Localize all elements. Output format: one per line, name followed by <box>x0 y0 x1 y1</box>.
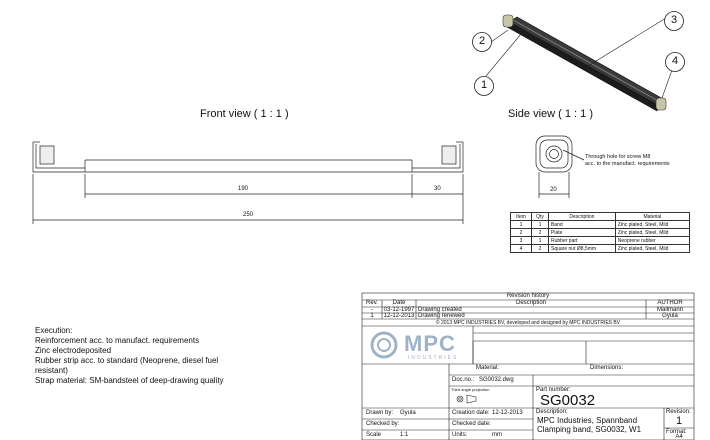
bom-cell: Plate <box>549 229 616 237</box>
dimensions-label: Dimensions: <box>590 365 624 371</box>
bom-row <box>511 237 690 245</box>
bom-header-row <box>511 213 690 221</box>
bom-row <box>511 245 690 253</box>
drawn-by-label: Drawn by: <box>366 410 394 416</box>
bom-header-description: Description <box>549 213 616 221</box>
rev-cell: Drawing renewed <box>418 313 465 319</box>
bom-cell: Zinc plated, Steel, Mild <box>615 245 689 253</box>
bom-cell: 2 <box>532 229 549 237</box>
rev-cell: Drawing created <box>418 307 462 313</box>
bom-header-item: Item <box>511 213 532 221</box>
checked-by-label: Checked by: <box>366 421 400 427</box>
format-label: Format: <box>666 429 687 435</box>
units-value: mm <box>492 432 502 438</box>
projection-label: Third angle projection <box>451 387 490 392</box>
part-number-value: SG0032 <box>540 392 596 409</box>
bom-cell: 1 <box>532 237 549 245</box>
bom-cell: Zinc plated, Steel, Mild <box>615 229 689 237</box>
scale-value: 1:1 <box>400 432 409 438</box>
callout-3: 3 <box>670 14 678 26</box>
execution-notes <box>35 326 224 386</box>
bom-cell: 3 <box>511 237 532 245</box>
material-label: Material: <box>476 365 500 371</box>
scale-label: Scale <box>366 432 382 438</box>
hole-note-line1: Through hole for screw M8 <box>585 154 651 160</box>
bom-cell: Zinc plated, Steel, Mild <box>615 221 689 229</box>
units-label: Units: <box>452 432 468 438</box>
dim-250: 250 <box>243 212 254 218</box>
rev-cell: 1 <box>370 313 374 319</box>
execution-heading: Execution: <box>35 326 73 335</box>
logo-text: MPC <box>404 331 456 356</box>
bom-cell: 4 <box>511 245 532 253</box>
checked-date-label: Checked date: <box>452 421 491 427</box>
dim-20: 20 <box>550 187 557 193</box>
rev-header-description: Description <box>515 300 546 306</box>
logo-subtext: INDUSTRIES <box>408 355 459 361</box>
rev-cell: 03-12-1997 <box>383 307 415 313</box>
creation-date-label: Creation date: <box>452 410 490 416</box>
front-view-title: Front view ( 1 : 1 ) <box>200 108 289 120</box>
bill-of-materials <box>510 212 690 253</box>
execution-line: Strap material: SM-bandsteel of deep-drawing quality <box>35 376 224 385</box>
isometric-view <box>473 12 685 112</box>
doc-no-value: SG0032.dwg <box>479 377 514 383</box>
hole-note-line2: acc. to the manufact. requirements <box>585 161 670 167</box>
rev-header-date: Date <box>392 300 406 306</box>
drawn-by-value: Gyula <box>400 410 416 416</box>
description-value <box>537 416 641 434</box>
hole-note <box>585 154 670 168</box>
bom-cell: 2 <box>511 229 532 237</box>
bom-cell: 1 <box>511 221 532 229</box>
revision-value: 1 <box>675 415 683 427</box>
rev-header-author: AUTHOR <box>657 300 683 306</box>
projection-symbol <box>457 395 476 403</box>
doc-no-label: Doc.no.: <box>452 377 475 383</box>
rev-cell: Mallmann <box>656 307 683 313</box>
part-number-label: Part number: <box>536 387 571 393</box>
execution-line: Reinforcement acc. to manufact. requirements <box>35 336 200 345</box>
rev-cell: 12-12-2013 <box>383 313 415 319</box>
creation-date-value: 12-12-2013 <box>492 410 523 416</box>
side-view <box>536 136 584 198</box>
callout-1: 1 <box>480 79 488 91</box>
dim-190: 190 <box>238 186 249 192</box>
copyright: © 2013 MPC INDUSTRIES BV, developed and designed by MPC INDUSTRIES BV <box>435 320 621 326</box>
bom-header-material: Material <box>615 213 689 221</box>
rev-cell: Gyula <box>662 313 678 319</box>
bom-row <box>511 229 690 237</box>
mpc-logo <box>372 333 396 357</box>
revision-history-title: Revision history <box>506 293 550 299</box>
revision-label: Revision: <box>666 409 691 415</box>
execution-line: Zinc electrodeposited <box>35 346 112 355</box>
format-value: A4 <box>675 434 683 440</box>
bom-cell: Neoprene rubber <box>615 237 689 245</box>
description-label: Description: <box>536 409 568 415</box>
callout-2: 2 <box>478 35 486 47</box>
execution-line: resistant) <box>35 366 68 375</box>
bom-cell: Square nut Ø8,5mm <box>549 245 616 253</box>
rev-header-rev: Rev. <box>366 300 378 306</box>
bom-cell: Band <box>549 221 616 229</box>
bom-cell: Rubber part <box>549 237 616 245</box>
side-view-title: Side view ( 1 : 1 ) <box>508 108 593 120</box>
description-line1: MPC Industries, Spannband <box>537 416 638 425</box>
dim-30: 30 <box>434 186 441 192</box>
bom-header-qty: Qty <box>532 213 549 221</box>
description-line2: Clamping band, SG0032, W1 <box>537 425 642 434</box>
callout-4: 4 <box>671 55 679 67</box>
bom-cell: 2 <box>532 245 549 253</box>
bom-row <box>511 221 690 229</box>
execution-line: Rubber strip acc. to standard (Neoprene, diesel fuel <box>35 356 219 365</box>
rev-cell: - <box>371 307 373 313</box>
bom-cell: 1 <box>532 221 549 229</box>
